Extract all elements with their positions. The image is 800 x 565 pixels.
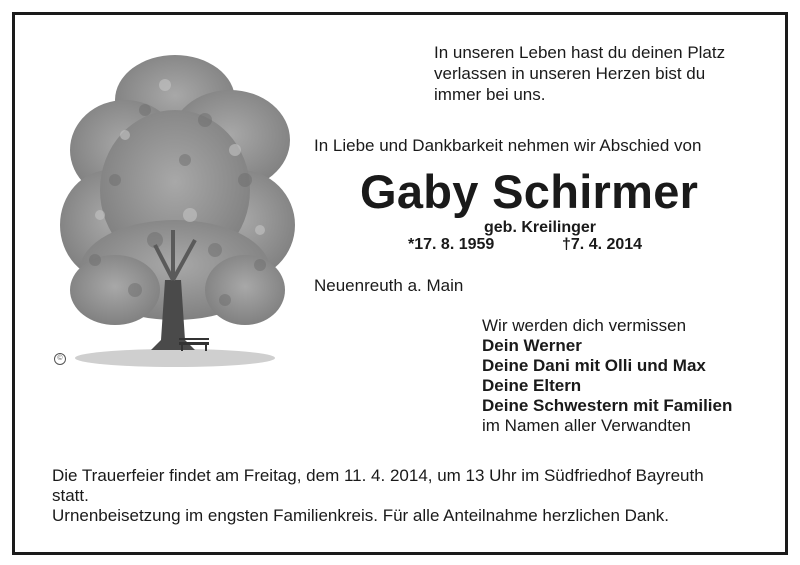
mourner-name: Deine Eltern	[482, 376, 582, 395]
mourner-name: Dein Werner	[482, 336, 582, 355]
place: Neuenreuth a. Main	[314, 276, 464, 295]
poem	[434, 42, 764, 105]
birth-date: *17. 8. 1959	[408, 236, 495, 253]
poem-line: In unseren Leben hast du deinen Platz	[434, 43, 726, 62]
mourner-name: Deine Schwestern mit Familien	[482, 396, 733, 415]
poem-line: verlassen in unseren Herzen bist du	[434, 64, 706, 83]
mourners-intro: Wir werden dich vermissen	[482, 316, 687, 335]
death-date: †7. 4. 2014	[562, 236, 643, 253]
copyright-mark: ©	[54, 353, 66, 365]
footer-line: Die Trauerfeier findet am Freitag, dem 11. 4. 2014, um 13 Uhr im Südfriedhof Bayreuth	[52, 466, 704, 485]
footer-line: statt.	[52, 486, 89, 505]
maiden-name: geb. Kreilinger	[484, 219, 597, 236]
mourner-name: Deine Dani mit Olli und Max	[482, 356, 706, 375]
mourners-block	[482, 316, 732, 436]
intro-text: In Liebe und Dankbarkeit nehmen wir Abschied von	[314, 136, 702, 155]
footer-text	[52, 466, 704, 526]
poem-line: immer bei uns.	[434, 85, 546, 104]
footer-line: Urnenbeisetzung im engsten Familienkreis. Für alle Anteilnahme herzlichen Dank.	[52, 506, 670, 525]
tree-image	[55, 40, 300, 370]
mourners-outro: im Namen aller Verwandten	[482, 416, 691, 435]
deceased-name: Gaby Schirmer	[360, 165, 699, 218]
